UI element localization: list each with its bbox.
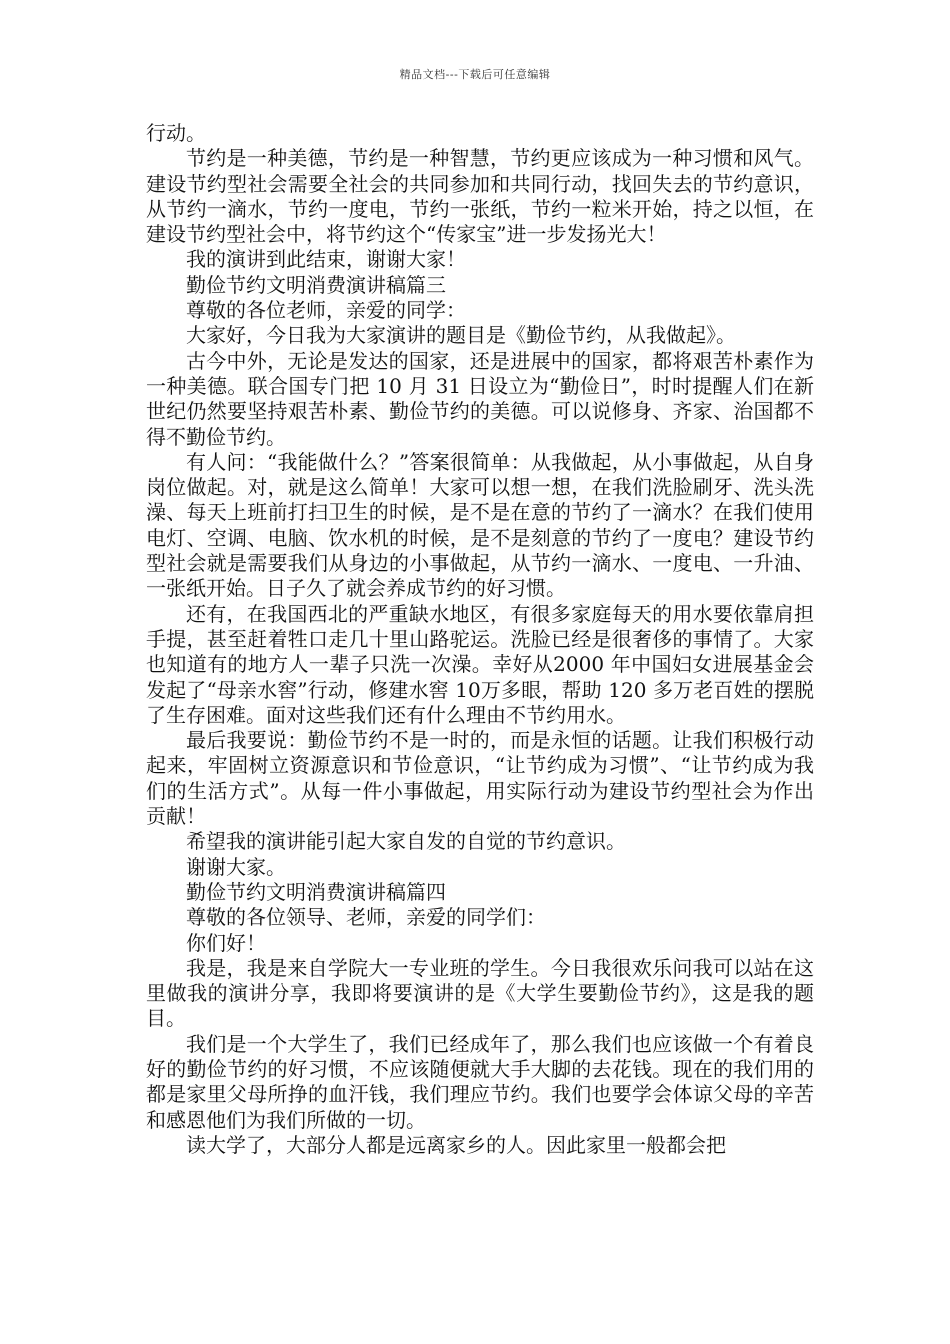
paragraph-3: 我的演讲到此结束，谢谢大家！ bbox=[186, 247, 466, 272]
paragraph-17: 我们是一个大学生了，我们已经成年了，那么我们也应该做一个有着良好的勤俭节约的好习惯，不应该随便就大手大脚的去花钱。现在的我们用的都是家里父母所挣的血汗钱，我们理应节约。我们也要学会体谅父母的辛苦和感恩他们为我们所做的一切。 bbox=[146, 1031, 814, 1132]
paragraph-18: 读大学了，大部分人都是远离家乡的人。因此家里一般都会把 bbox=[186, 1132, 726, 1157]
salutation-4: 尊敬的各位领导、老师，亲爱的同学们： bbox=[186, 905, 546, 930]
paragraph-1: 行动。 bbox=[146, 121, 206, 145]
paragraph-9: 还有，在我国西北的严重缺水地区，有很多家庭每天的用水要依靠肩担手提，甚至赶着牲口走几十里山路驼运。洗脸已经是很奢侈的事情了。大家也知道有的地方人一辈子只洗一次澡。幸好从2000 年中国妇女进展基金会发起了“母亲水窖”行动，修建水窖 10万多眼，帮助 120 多万老百姓的摆脱了生存困难。面对这些我们还有什么理由不节约用水。 bbox=[146, 601, 814, 727]
paragraph-8: 有人问：“我能做什么？”答案很简单：从我做起，从小事做起，从自身岗位做起。对，就是这么简单！大家可以想一想，在我们洗脸刷牙、洗头洗澡、每天上班前打扫卫生的时候，是不是在意的节约了一滴水？在我们使用电灯、空调、电脑、饮水机的时候，是不是刻意的节约了一度电？建设节约型社会就是需要我们从身边的小事做起，从节约一滴水、一度电、一升油、一张纸开始。日子久了就会养成节约的好习惯。 bbox=[146, 449, 814, 601]
paragraph-12: 谢谢大家。 bbox=[186, 854, 286, 879]
paragraph-7: 古今中外，无论是发达的国家，还是进展中的国家，都将艰苦朴素作为一种美德。联合国专门把 10 月 31 日设立为“勤俭日”，时时提醒人们在新世纪仍然要坚持艰苦朴素、勤俭节约的美德。可以说修身、齐家、治国都不得不勤俭节约。 bbox=[146, 348, 814, 449]
paragraph-2: 节约是一种美德，节约是一种智慧，节约更应该成为一种习惯和风气。建设节约型社会需要全社会的共同参加和共同行动，找回失去的节约意识，从节约一滴水，节约一度电，节约一张纸，节约一粒米开始，持之以恒，在建设节约型社会中，将节约这个“传家宝”进一步发扬光大！ bbox=[146, 146, 814, 247]
document-body bbox=[146, 121, 814, 1158]
page-header: 精品文档---下载后可任意编辑 bbox=[399, 68, 551, 81]
salutation-3: 尊敬的各位老师，亲爱的同学： bbox=[186, 298, 466, 323]
section-heading-3: 勤俭节约文明消费演讲稿篇三 bbox=[186, 272, 446, 297]
paragraph-6: 大家好，今日我为大家演讲的题目是《勤俭节约，从我做起》。 bbox=[186, 323, 736, 348]
paragraph-16: 我是，我是来自学院大一专业班的学生。今日我很欢乐问我可以站在这里做我的演讲分享，我即将要演讲的是《大学生要勤俭节约》，这是我的题目。 bbox=[146, 955, 814, 1031]
section-heading-4: 勤俭节约文明消费演讲稿篇四 bbox=[186, 879, 446, 904]
paragraph-11: 希望我的演讲能引起大家自发的自觉的节约意识。 bbox=[186, 829, 626, 854]
paragraph-15: 你们好！ bbox=[186, 930, 266, 955]
paragraph-10: 最后我要说：勤俭节约不是一时的，而是永恒的话题。让我们积极行动起来，牢固树立资源意识和节俭意识，“让节约成为习惯”、“让节约成为我们的生活方式”。从每一件小事做起，用实际行动为建设节约型社会为作出贡献！ bbox=[146, 728, 814, 829]
